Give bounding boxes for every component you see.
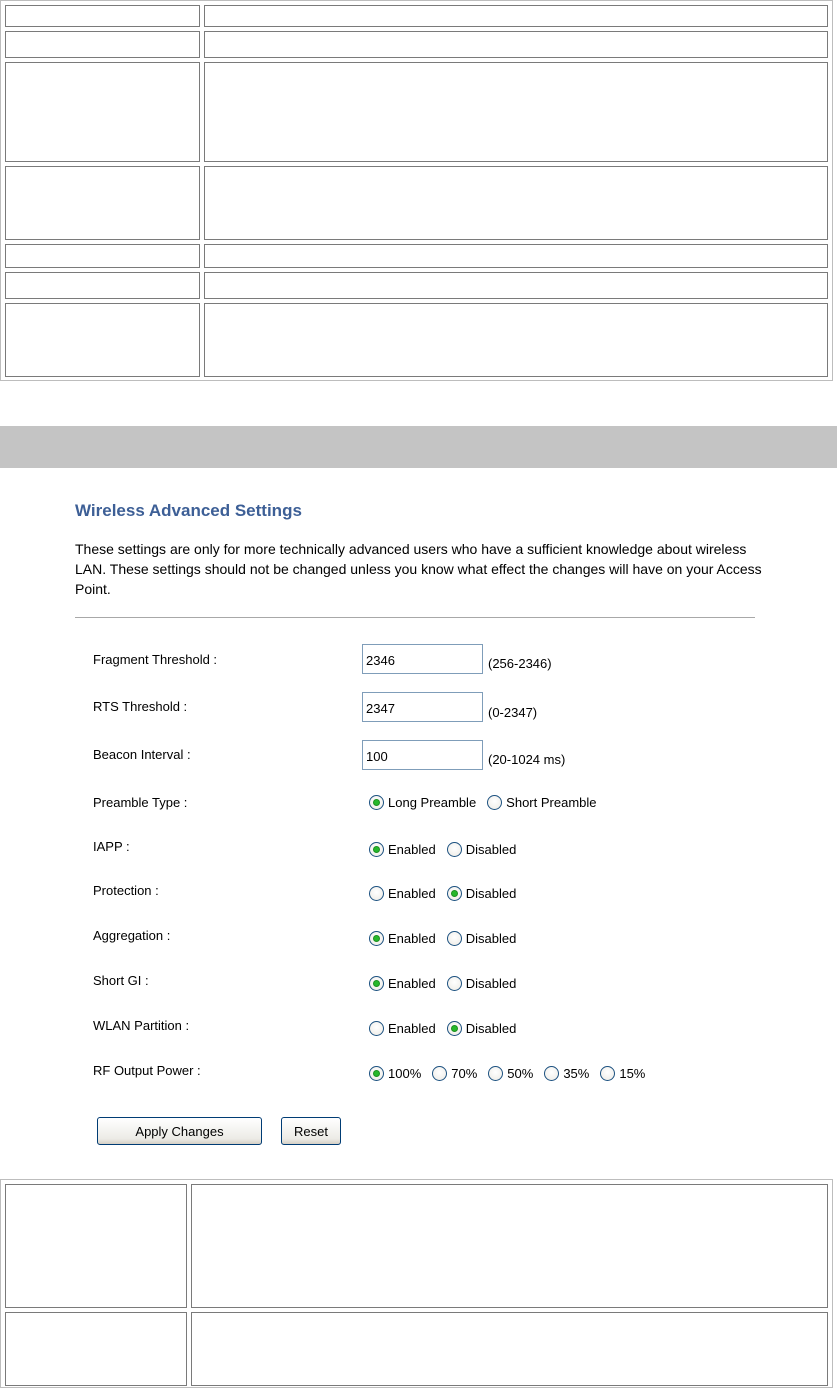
table-row [5, 5, 828, 27]
beacon-interval-range: (20-1024 ms) [488, 752, 566, 767]
top-description-table [0, 0, 833, 381]
rf-output-power-option-100[interactable] [369, 1066, 421, 1081]
table-cell [204, 272, 828, 299]
radio-option-label: Disabled [465, 976, 517, 991]
preamble-type-option-long[interactable] [369, 795, 476, 810]
fragment-threshold-input[interactable] [362, 644, 483, 674]
table-cell [5, 1312, 187, 1386]
radio-button-icon[interactable] [544, 1066, 559, 1081]
rts-threshold-label: RTS Threshold : [93, 699, 188, 714]
page-title: Wireless Advanced Settings [75, 501, 302, 520]
rf-output-power-option-50[interactable] [488, 1066, 533, 1081]
table-row [5, 272, 828, 299]
aggregation-option-enabled[interactable] [369, 931, 436, 946]
radio-option-label: Enabled [388, 931, 436, 946]
fragment-threshold-range: (256-2346) [488, 656, 552, 671]
radio-option-label: Enabled [388, 1021, 436, 1036]
radio-button-icon[interactable] [369, 1021, 384, 1036]
short-gi-radio-group [369, 976, 527, 991]
radio-option-label: Long Preamble [388, 795, 477, 810]
short-gi-option-disabled[interactable] [447, 976, 517, 991]
section-separator-band [0, 426, 837, 468]
table-row [5, 1184, 828, 1308]
radio-button-icon[interactable] [488, 1066, 503, 1081]
divider [75, 617, 755, 618]
protection-label: Protection : [93, 883, 159, 898]
protection-option-enabled[interactable] [369, 886, 436, 901]
rf-output-power-radio-group [369, 1066, 656, 1081]
rf-output-power-option-70[interactable] [432, 1066, 477, 1081]
radio-option-label: Enabled [388, 886, 436, 901]
table-cell [204, 5, 828, 27]
radio-option-label: Short Preamble [506, 795, 597, 810]
table-cell [5, 62, 200, 162]
radio-button-icon[interactable] [369, 931, 384, 946]
protection-option-disabled[interactable] [447, 886, 517, 901]
aggregation-label: Aggregation : [93, 928, 171, 943]
radio-option-label: 50% [507, 1066, 534, 1081]
radio-option-label: Disabled [465, 842, 517, 857]
table-cell [5, 244, 200, 268]
radio-button-icon[interactable] [369, 1066, 384, 1081]
radio-button-icon[interactable] [432, 1066, 447, 1081]
table-cell [5, 1184, 187, 1308]
table-cell [204, 62, 828, 162]
bottom-description-table [0, 1179, 833, 1388]
radio-button-icon[interactable] [447, 842, 462, 857]
table-cell [5, 303, 200, 377]
radio-button-icon[interactable] [369, 886, 384, 901]
iapp-radio-group [369, 842, 527, 857]
table-cell [191, 1312, 828, 1386]
radio-button-icon[interactable] [487, 795, 502, 810]
page-description: These settings are only for more technically advanced users who have a sufficient knowledge about wireless LAN. These settings should not be changed unless you know what effect the changes will have on your Access Point. [75, 541, 762, 597]
table-cell [5, 31, 200, 58]
radio-button-icon[interactable] [447, 976, 462, 991]
apply-changes-button[interactable]: Apply Changes [97, 1117, 262, 1145]
preamble-type-radio-group [369, 795, 608, 810]
radio-option-label: 70% [451, 1066, 478, 1081]
radio-button-icon[interactable] [369, 976, 384, 991]
table-cell [5, 5, 200, 27]
table-row [5, 244, 828, 268]
iapp-option-enabled[interactable] [369, 842, 436, 857]
table-cell [204, 31, 828, 58]
rf-output-power-option-35[interactable] [544, 1066, 589, 1081]
radio-option-label: Enabled [388, 842, 436, 857]
table-cell [5, 272, 200, 299]
table-row [5, 31, 828, 58]
short-gi-label: Short GI : [93, 973, 149, 988]
table-cell [204, 303, 828, 377]
beacon-interval-input[interactable] [362, 740, 483, 770]
table-row [5, 1312, 828, 1386]
radio-option-label: Enabled [388, 976, 436, 991]
radio-button-icon[interactable] [447, 931, 462, 946]
radio-button-icon[interactable] [600, 1066, 615, 1081]
radio-option-label: Disabled [465, 1021, 517, 1036]
wlan-partition-radio-group [369, 1021, 527, 1036]
table-cell [5, 166, 200, 240]
radio-button-icon[interactable] [447, 1021, 462, 1036]
rf-output-power-option-15[interactable] [600, 1066, 645, 1081]
wlan-partition-option-disabled[interactable] [447, 1021, 517, 1036]
table-row [5, 303, 828, 377]
radio-option-label: 35% [563, 1066, 590, 1081]
iapp-label: IAPP : [93, 839, 130, 854]
rts-threshold-range: (0-2347) [488, 705, 538, 720]
fragment-threshold-label: Fragment Threshold : [93, 652, 218, 667]
wlan-partition-label: WLAN Partition : [93, 1018, 190, 1033]
rts-threshold-input[interactable] [362, 692, 483, 722]
iapp-option-disabled[interactable] [447, 842, 517, 857]
radio-button-icon[interactable] [369, 795, 384, 810]
wlan-partition-option-enabled[interactable] [369, 1021, 436, 1036]
radio-option-label: 15% [619, 1066, 646, 1081]
protection-radio-group [369, 886, 527, 901]
preamble-type-label: Preamble Type : [93, 795, 188, 810]
table-cell [204, 166, 828, 240]
radio-option-label: 100% [388, 1066, 422, 1081]
aggregation-radio-group [369, 931, 527, 946]
aggregation-option-disabled[interactable] [447, 931, 517, 946]
radio-button-icon[interactable] [447, 886, 462, 901]
preamble-type-option-short[interactable] [487, 795, 596, 810]
table-cell [204, 244, 828, 268]
radio-option-label: Disabled [465, 886, 517, 901]
rf-output-power-label: RF Output Power : [93, 1063, 201, 1078]
table-row [5, 166, 828, 240]
beacon-interval-label: Beacon Interval : [93, 747, 191, 762]
reset-button[interactable]: Reset [281, 1117, 341, 1145]
radio-option-label: Disabled [465, 931, 517, 946]
table-cell [191, 1184, 828, 1308]
short-gi-option-enabled[interactable] [369, 976, 436, 991]
radio-button-icon[interactable] [369, 842, 384, 857]
table-row [5, 62, 828, 162]
